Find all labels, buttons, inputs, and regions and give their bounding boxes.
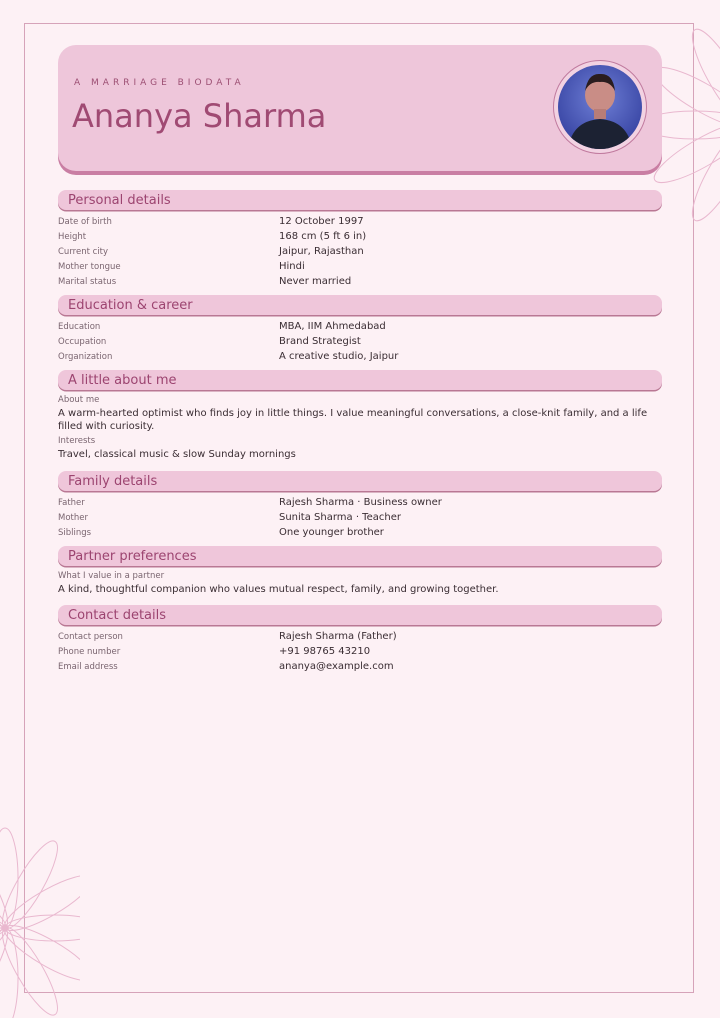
email-value: ananya@example.com xyxy=(279,661,394,672)
detail-row xyxy=(58,229,662,244)
detail-value: Hindi xyxy=(279,261,305,272)
section-education-career xyxy=(58,295,662,364)
detail-label: Mother xyxy=(58,512,88,523)
detail-row xyxy=(58,349,662,364)
detail-value: 168 cm (5 ft 6 in) xyxy=(279,231,367,242)
section-personal-details xyxy=(58,190,662,289)
detail-label: Contact person xyxy=(58,631,123,642)
section-title: Contact details xyxy=(58,605,662,625)
partner-label: What I value in a partner xyxy=(58,571,165,581)
detail-label: Phone number xyxy=(58,646,121,657)
detail-value: Sunita Sharma · Teacher xyxy=(279,512,401,523)
detail-value: MBA, IIM Ahmedabad xyxy=(279,321,386,332)
phone-value: +91 98765 43210 xyxy=(279,646,371,657)
interests-text: Travel, classical music & slow Sunday mornings xyxy=(58,449,296,460)
interests-label: Interests xyxy=(58,436,96,446)
header-card xyxy=(58,45,662,171)
portrait-icon xyxy=(558,65,642,149)
detail-value: Brand Strategist xyxy=(279,336,361,347)
detail-row xyxy=(58,334,662,349)
document-kicker: A MARRIAGE BIODATA xyxy=(74,78,245,88)
detail-row xyxy=(58,525,662,540)
detail-row xyxy=(58,644,662,659)
avatar-frame xyxy=(553,60,647,154)
detail-label: Mother tongue xyxy=(58,261,121,272)
detail-row xyxy=(58,659,662,674)
detail-label: Father xyxy=(58,497,85,508)
detail-value: 12 October 1997 xyxy=(279,216,364,227)
detail-label: Marital status xyxy=(58,276,117,287)
section-title: Partner preferences xyxy=(58,546,662,566)
about-label: About me xyxy=(58,395,100,405)
section-title: A little about me xyxy=(58,370,662,390)
section-about-me xyxy=(58,370,662,463)
detail-label: Date of birth xyxy=(58,216,112,227)
section-family-details xyxy=(58,471,662,540)
detail-label: Occupation xyxy=(58,336,107,347)
detail-label: Education xyxy=(58,321,101,332)
detail-row xyxy=(58,259,662,274)
section-contact-details xyxy=(58,605,662,674)
section-partner-preferences xyxy=(58,546,662,598)
detail-row xyxy=(58,510,662,525)
detail-row xyxy=(58,214,662,229)
detail-value: Never married xyxy=(279,276,352,287)
detail-row xyxy=(58,629,662,644)
section-title: Education & career xyxy=(58,295,662,315)
section-title: Family details xyxy=(58,471,662,491)
profile-name: Ananya Sharma xyxy=(72,97,327,135)
detail-label: Siblings xyxy=(58,527,92,538)
detail-value: Rajesh Sharma (Father) xyxy=(279,631,397,642)
detail-value: A creative studio, Jaipur xyxy=(279,351,399,362)
avatar xyxy=(558,65,642,149)
partner-text: A kind, thoughtful companion who values mutual respect, family, and growing together. xyxy=(58,584,499,595)
about-text: A warm-hearted optimist who finds joy in little things. I value meaningful conversations, a close-knit family, and a life filled with curiosity. xyxy=(58,408,648,432)
detail-row xyxy=(58,495,662,510)
detail-row xyxy=(58,319,662,334)
section-title: Personal details xyxy=(58,190,662,210)
detail-value: Rajesh Sharma · Business owner xyxy=(279,497,442,508)
detail-label: Organization xyxy=(58,351,113,362)
detail-label: Email address xyxy=(58,661,118,672)
detail-row xyxy=(58,274,662,289)
detail-row xyxy=(58,244,662,259)
detail-label: Current city xyxy=(58,246,109,257)
detail-value: One younger brother xyxy=(279,527,384,538)
detail-label: Height xyxy=(58,231,87,242)
detail-value: Jaipur, Rajasthan xyxy=(279,246,364,257)
